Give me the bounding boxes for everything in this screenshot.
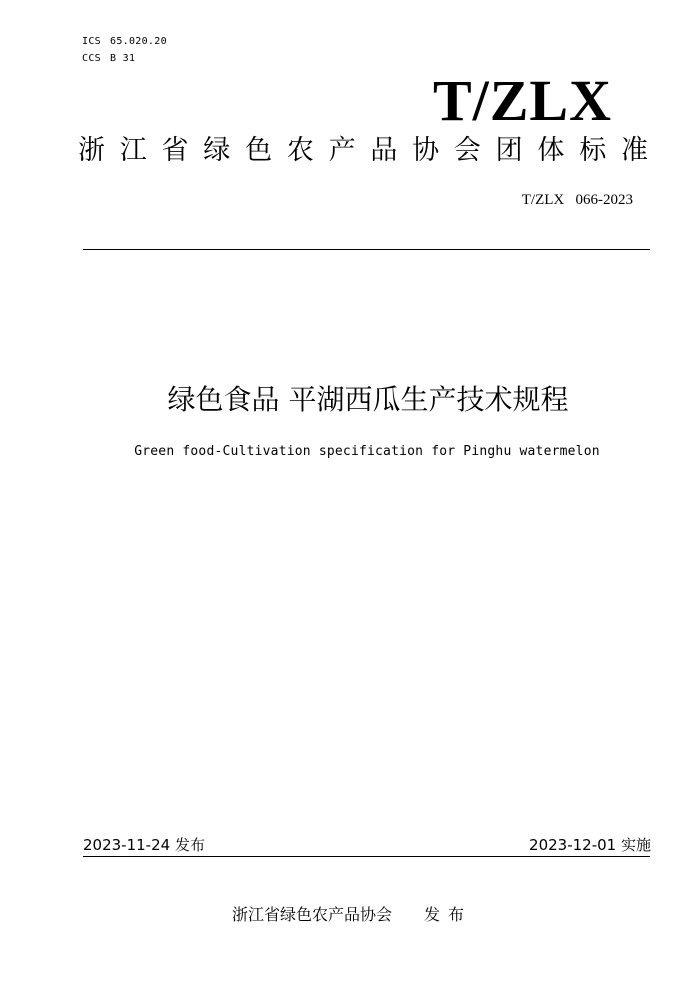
org-title-char: 团 (495, 135, 523, 166)
org-title-char: 江 (119, 135, 147, 166)
ccs-label: CCS (82, 53, 101, 64)
org-title-char: 准 (620, 135, 648, 166)
org-title-char: 品 (370, 135, 398, 166)
implementation-date: 2023-12-01 实施 (529, 836, 651, 854)
org-title-char: 绿 (203, 135, 231, 166)
org-title-char: 体 (537, 135, 565, 166)
footer-divider (83, 856, 650, 857)
org-title-char: 会 (453, 135, 481, 166)
standard-number: T/ZLX 066-2023 (521, 192, 633, 208)
document-title-chinese: 绿色食品 平湖西瓜生产技术规程 (167, 383, 569, 416)
org-title-char: 浙 (78, 135, 105, 166)
ccs-value: B 31 (110, 53, 136, 64)
ccs-classification (82, 51, 135, 67)
org-title-char: 协 (412, 135, 440, 166)
publisher-action: 发布 (424, 905, 473, 924)
ics-label: ICS (82, 36, 101, 47)
standard-code-mark: T/ZLX (432, 68, 612, 133)
publisher-line (232, 903, 472, 927)
org-title-char: 标 (579, 135, 607, 166)
organization-standard-title (78, 131, 648, 171)
issue-date: 2023-11-24 发布 (83, 836, 205, 854)
org-title-char: 省 (161, 135, 189, 166)
org-title-char: 农 (286, 135, 314, 166)
org-title-char: 产 (328, 135, 356, 166)
ics-classification (82, 34, 167, 50)
publisher-name: 浙江省绿色农产品协会 (232, 905, 393, 924)
org-title-char: 色 (245, 135, 273, 166)
ics-value: 65.020.20 (110, 36, 167, 47)
header-divider (83, 249, 650, 250)
document-title-english: Green food-Cultivation specification for Pinghu watermelon (134, 444, 600, 459)
